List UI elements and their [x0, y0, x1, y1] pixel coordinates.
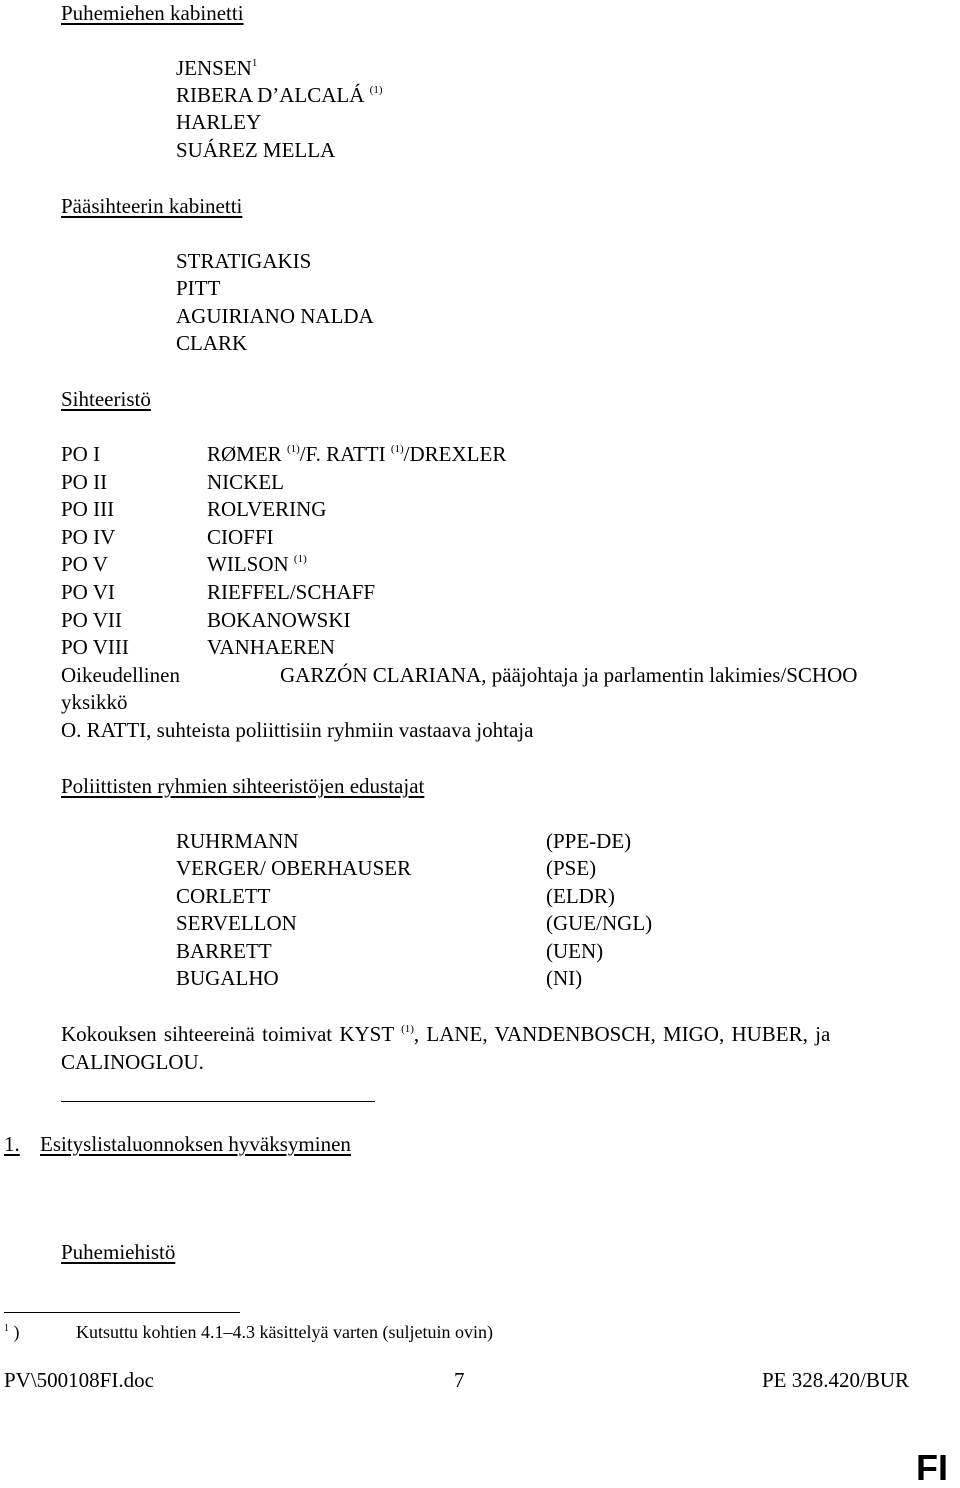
list-item: JENSEN$^1$: [176, 56, 258, 80]
unit-staff: RØMER $^{(1)}$/F. RATTI $^{(1)}$/DREXLER: [207, 442, 507, 466]
footer-reference: PE 328.420/BUR: [762, 1368, 910, 1392]
list-item: CLARK: [176, 331, 248, 355]
list-item: PITT: [176, 276, 221, 300]
list-item: HARLEY: [176, 110, 262, 134]
unit-staff: ROLVERING: [207, 497, 327, 521]
representative-name: VERGER/ OBERHAUSER: [176, 856, 412, 880]
meeting-secretaries-line: CALINOGLOU.: [61, 1050, 204, 1074]
body-text: O. RATTI, suhteista poliittisiin ryhmiin vastaava johtaja: [61, 718, 534, 742]
unit-label: yksikkö: [61, 690, 128, 714]
language-code: FI: [916, 1447, 948, 1488]
unit-label: PO VII: [61, 608, 122, 632]
unit-staff: RIEFFEL/SCHAFF: [207, 580, 376, 604]
group-abbreviation: (GUE/NGL): [546, 911, 653, 935]
section-heading-paasihteeri: Pääsihteerin kabinetti: [61, 194, 243, 218]
unit-label: PO IV: [61, 525, 116, 549]
unit-label: PO II: [61, 470, 108, 494]
section-heading-puhemies: Puhemiehen kabinetti: [61, 1, 244, 25]
footer-doc-name: PV\500108FI.doc: [4, 1368, 154, 1392]
section-heading-ryhmat: Poliittisten ryhmien sihteeristöjen edustajat: [61, 774, 425, 798]
list-item: STRATIGAKIS: [176, 249, 312, 273]
separator-rule: [61, 1101, 375, 1102]
unit-label: PO VIII: [61, 635, 129, 659]
section-heading-sihteeristo: Sihteeristö: [61, 387, 151, 411]
unit-staff: CIOFFI: [207, 525, 274, 549]
agenda-item-number: 1.: [4, 1132, 20, 1156]
list-item: SUÁREZ MELLA: [176, 138, 336, 162]
representative-name: BARRETT: [176, 939, 272, 963]
group-abbreviation: (ELDR): [546, 884, 615, 908]
unit-label: PO III: [61, 497, 115, 521]
unit-label: PO VI: [61, 580, 115, 604]
group-abbreviation: (UEN): [546, 939, 604, 963]
representative-name: SERVELLON: [176, 911, 297, 935]
unit-staff: NICKEL: [207, 470, 284, 494]
unit-label: PO I: [61, 442, 101, 466]
group-abbreviation: (PPE-DE): [546, 829, 632, 853]
agenda-item-title: Esityslistaluonnoksen hyväksyminen: [40, 1132, 351, 1156]
footnote-text: Kutsuttu kohtien 4.1–4.3 käsittelyä varten (suljetuin ovin): [76, 1322, 493, 1342]
unit-staff: GARZÓN CLARIANA, pääjohtaja ja parlamentin lakimies/SCHOO: [280, 663, 858, 687]
unit-label: PO V: [61, 552, 108, 576]
footer-page-number: 7: [454, 1368, 465, 1392]
section-heading-puhemiehisto: Puhemiehistö: [61, 1240, 176, 1264]
representative-name: BUGALHO: [176, 966, 279, 990]
representative-name: CORLETT: [176, 884, 271, 908]
group-abbreviation: (NI): [546, 966, 583, 990]
representative-name: RUHRMANN: [176, 829, 299, 853]
unit-label: Oikeudellinen: [61, 663, 180, 687]
unit-staff: VANHAEREN: [207, 635, 335, 659]
list-item: AGUIRIANO NALDA: [176, 304, 374, 328]
unit-staff: BOKANOWSKI: [207, 608, 351, 632]
footnote: $^1$ ): [4, 1322, 20, 1342]
list-item: RIBERA D’ALCALÁ $^{(1)}$: [176, 83, 383, 107]
group-abbreviation: (PSE): [546, 856, 597, 880]
meeting-secretaries-line: Kokouksen sihteereinä toimivat KYST $^{(1)}$, LANE, VANDENBOSCH, MIGO, HUBER, ja: [61, 1022, 831, 1046]
footnote-rule: [4, 1312, 240, 1313]
unit-staff: WILSON $^{(1)}$: [207, 552, 307, 576]
